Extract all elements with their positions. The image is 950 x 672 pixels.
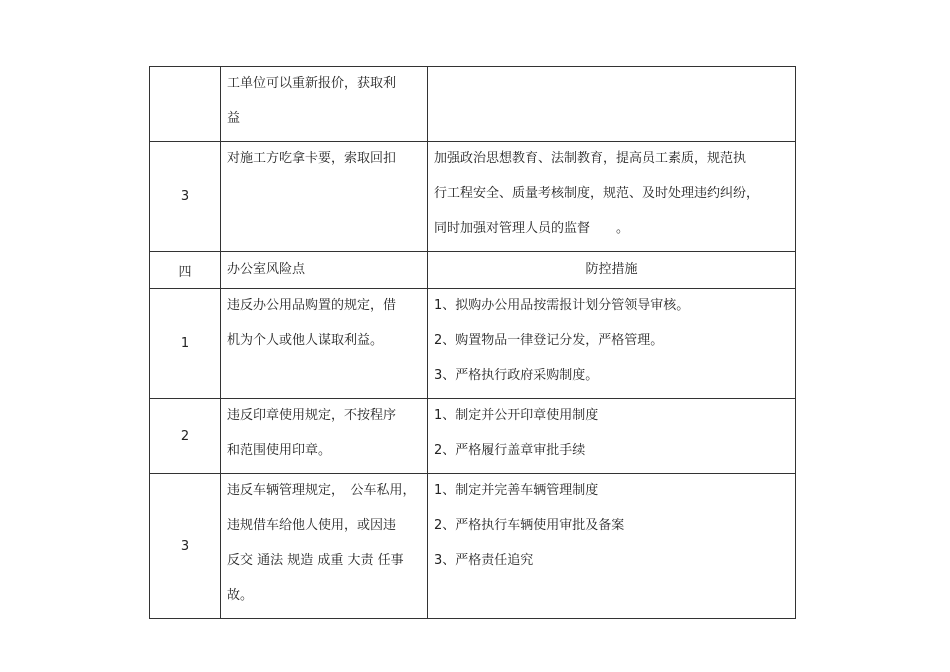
table-row <box>150 474 796 619</box>
table-row <box>150 142 796 252</box>
risk-line: 益 <box>227 111 241 126</box>
measure-line: 加强政治思想教育、法制教育，提高员工素质，规范执 <box>434 151 747 166</box>
row-number <box>150 67 221 142</box>
measures-cell <box>428 67 796 142</box>
risk-line: 违反办公用品购置的规定，借 <box>227 298 397 313</box>
measures-cell <box>428 474 796 619</box>
risk-point-cell <box>221 142 428 252</box>
risk-point-cell <box>221 289 428 399</box>
risk-point-cell <box>221 399 428 474</box>
risk-line: 反交 通法 规造 成重 大责 任事 <box>227 553 404 568</box>
risk-line: 违反车辆管理规定， 公车私用， <box>227 483 416 498</box>
risk-line: 违反印章使用规定，不按程序 <box>227 408 397 423</box>
table-row <box>150 399 796 474</box>
risk-line: 故。 <box>227 588 254 603</box>
measure-line: 1、制定并公开印章使用制度 <box>434 408 599 423</box>
risk-header: 办公室风险点 <box>221 252 428 289</box>
section-header-row <box>150 252 796 289</box>
measure-line: 行工程安全、质量考核制度，规范、及时处理违约纠纷， <box>434 186 760 201</box>
table-row <box>150 67 796 142</box>
risk-line: 和范围使用印章。 <box>227 443 332 458</box>
measure-line: 3、严格责任追究 <box>434 553 534 568</box>
row-number: 3 <box>150 142 221 252</box>
row-number: 3 <box>150 474 221 619</box>
row-number: 1 <box>150 289 221 399</box>
measure-line: 1、拟购办公用品按需报计划分管领导审核。 <box>434 298 690 313</box>
risk-line: 对施工方吃拿卡要，索取回扣 <box>227 151 397 166</box>
measures-cell <box>428 142 796 252</box>
measure-line: 2、严格执行车辆使用审批及备案 <box>434 518 625 533</box>
measure-line: 3、严格执行政府采购制度。 <box>434 368 599 383</box>
section-number: 四 <box>150 252 221 289</box>
measure-line: 1、制定并完善车辆管理制度 <box>434 483 599 498</box>
risk-line: 违规借车给他人使用，或因违 <box>227 518 397 533</box>
risk-control-table <box>149 66 796 619</box>
measures-cell <box>428 399 796 474</box>
measures-cell <box>428 289 796 399</box>
row-number: 2 <box>150 399 221 474</box>
risk-line: 工单位可以重新报价，获取利 <box>227 76 397 91</box>
risk-point-cell <box>221 67 428 142</box>
risk-line: 机为个人或他人谋取利益。 <box>227 333 384 348</box>
table-row <box>150 289 796 399</box>
measures-header: 防控措施 <box>428 252 796 289</box>
measure-line: 2、购置物品一律登记分发，严格管理。 <box>434 333 664 348</box>
risk-point-cell <box>221 474 428 619</box>
measure-line: 同时加强对管理人员的监督 。 <box>434 221 630 236</box>
measure-line: 2、严格履行盖章审批手续 <box>434 443 586 458</box>
